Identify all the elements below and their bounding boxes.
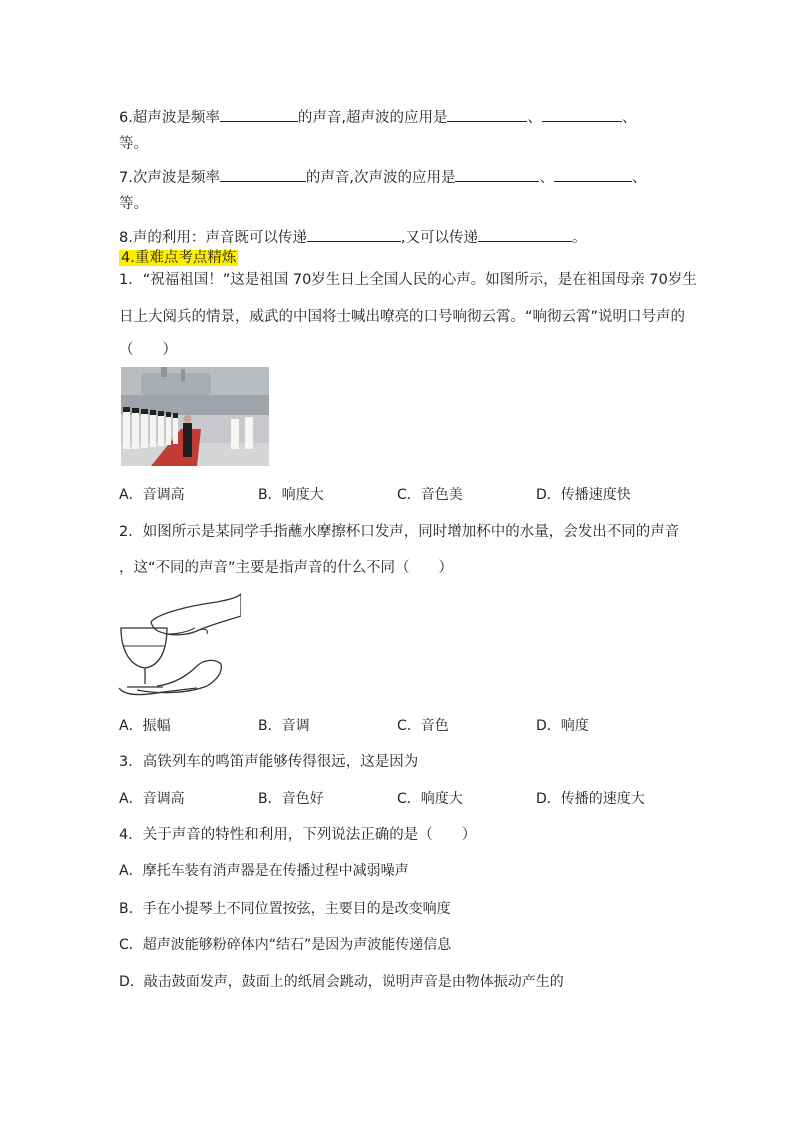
section-title bbox=[119, 248, 238, 268]
q2-stem-line-1: 2．如图所示是某同学手指蘸水摩擦杯口发声，同时增加杯中的水量，会发出不同的声音 bbox=[119, 524, 680, 540]
q8-blank-2[interactable] bbox=[478, 226, 572, 242]
q1-option-b[interactable]: B．响度大 bbox=[258, 487, 324, 503]
q4-option-a[interactable]: A．摩托车装有消声器是在传播过程中减弱噪声 bbox=[119, 863, 409, 879]
q6-blank-3[interactable] bbox=[542, 106, 622, 122]
q3-option-d[interactable]: D．传播的速度大 bbox=[536, 791, 645, 807]
parade-photo bbox=[121, 367, 269, 466]
q1-option-a[interactable]: A．音调高 bbox=[119, 487, 185, 503]
fill-in-q8 bbox=[119, 226, 586, 248]
q1-option-c[interactable]: C．音色美 bbox=[397, 487, 463, 503]
wine-glass-figure bbox=[117, 590, 241, 700]
q7-blank-1[interactable] bbox=[220, 166, 306, 182]
q4-stem: 4．关于声音的特性和利用，下列说法正确的是（ ） bbox=[119, 827, 477, 843]
q6-tail: 等。 bbox=[119, 136, 148, 152]
q2-option-a[interactable]: A．振幅 bbox=[119, 718, 171, 734]
q6-text-a: 6.超声波是频率 bbox=[119, 110, 220, 126]
q7-text-b: 的声音,次声波的应用是 bbox=[305, 170, 456, 186]
q3-option-b[interactable]: B．音色好 bbox=[258, 791, 324, 807]
q2-option-c[interactable]: C．音色 bbox=[397, 718, 449, 734]
q1-stem-line-1: 1．“祝福祖国！”这是祖国 70岁生日上全国人民的心声。如图所示，是在祖国母亲 70岁生 bbox=[119, 272, 697, 288]
q8-text-c: 。 bbox=[571, 230, 587, 246]
q2-option-d[interactable]: D．响度 bbox=[536, 718, 589, 734]
q1-stem-line-2: 日上大阅兵的情景，威武的中国将士喊出嘹亮的口号响彻云霄。“响彻云霄”说明口号声的 bbox=[119, 309, 686, 325]
q7-text-d: 、 bbox=[631, 170, 647, 186]
section-title-text: 4.重难点考点精炼 bbox=[121, 250, 237, 266]
q7-text-a: 7.次声波是频率 bbox=[119, 170, 220, 186]
q4-option-d[interactable]: D．敲击鼓面发声，鼓面上的纸屑会跳动，说明声音是由物体振动产生的 bbox=[119, 974, 564, 990]
q3-option-c[interactable]: C．响度大 bbox=[397, 791, 463, 807]
q3-stem: 3．高铁列车的鸣笛声能够传得很远，这是因为 bbox=[119, 754, 419, 770]
q4-option-c[interactable]: C．超声波能够粉碎体内“结石”是因为声波能传递信息 bbox=[119, 937, 452, 953]
q6-blank-2[interactable] bbox=[447, 106, 527, 122]
q2-stem-line-2: ，这“不同的声音”主要是指声音的什么不同（ ） bbox=[119, 560, 454, 576]
q7-blank-3[interactable] bbox=[554, 166, 632, 182]
fill-in-q6 bbox=[119, 106, 636, 128]
q6-text-c: 、 bbox=[527, 110, 542, 126]
q6-text-b: 的声音,超声波的应用是 bbox=[297, 110, 448, 126]
q1-option-d[interactable]: D．传播速度快 bbox=[536, 487, 631, 503]
q7-tail: 等。 bbox=[119, 196, 148, 212]
fill-in-q7 bbox=[119, 166, 646, 188]
q7-text-c: 、 bbox=[539, 170, 554, 186]
q6-text-d: 、 bbox=[621, 110, 637, 126]
q1-stem-line-3: （ ） bbox=[119, 342, 177, 358]
q8-blank-1[interactable] bbox=[307, 226, 401, 242]
q3-option-a[interactable]: A．音调高 bbox=[119, 791, 185, 807]
q7-blank-2[interactable] bbox=[455, 166, 539, 182]
q8-text-b: ,又可以传递 bbox=[400, 230, 478, 246]
q2-option-b[interactable]: B．音调 bbox=[258, 718, 310, 734]
q4-option-b[interactable]: B．手在小提琴上不同位置按弦，主要目的是改变响度 bbox=[119, 901, 451, 917]
q6-blank-1[interactable] bbox=[220, 106, 298, 122]
q8-text-a: 8.声的利用：声音既可以传递 bbox=[119, 230, 307, 246]
